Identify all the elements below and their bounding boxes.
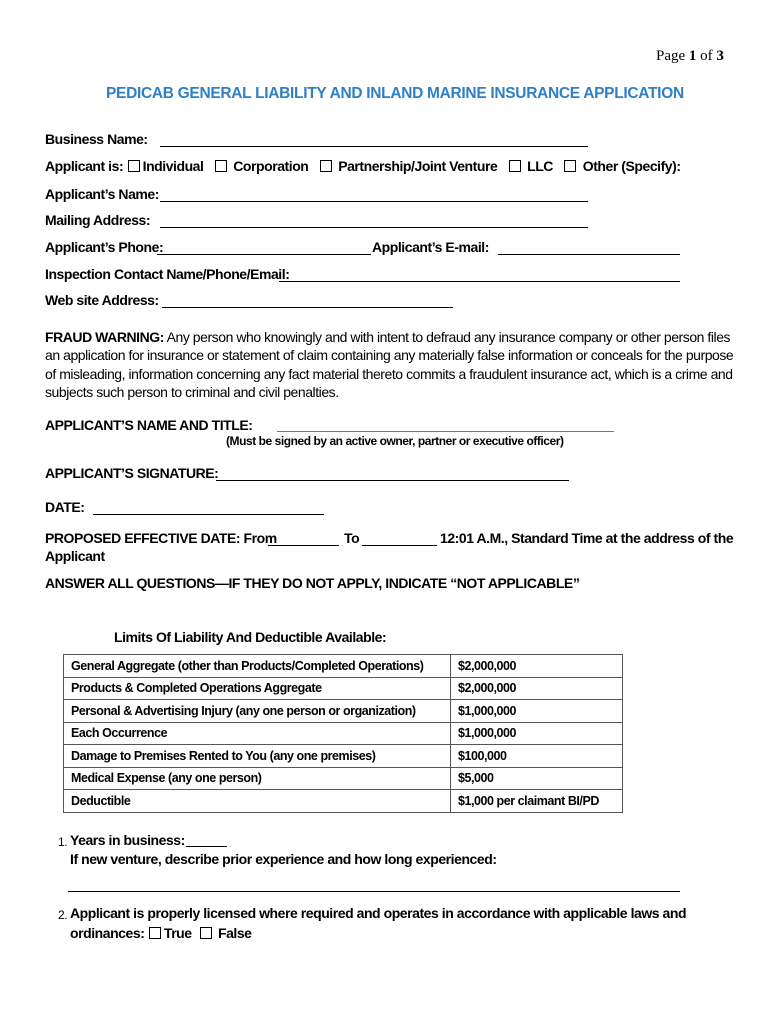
- fraud-warning-text: Any person who knowingly and with intent to defraud any insurance company or other person files an application for insurance or statement of claim containing any materially false information or conceals for the purpose of misleading, information concerning any fact material thereto commits a fraudulent insurance act, which is a crime and subjects such person to criminal and civil penalties.: [45, 329, 734, 401]
- false-option-label: False: [217, 925, 252, 941]
- effective-date-label: PROPOSED EFFECTIVE DATE: From: [45, 530, 277, 546]
- coverage-label: Each Occurrence: [64, 722, 451, 745]
- table-row: [64, 767, 623, 790]
- business-name-label: Business Name:: [45, 131, 148, 147]
- coverage-label: Damage to Premises Rented to You (any one premises): [64, 745, 451, 768]
- question-1-subtext: If new venture, describe prior experience and how long experienced:: [70, 851, 497, 867]
- applicants-name-label: Applicant’s Name:: [45, 186, 159, 202]
- date-label: DATE:: [45, 499, 85, 515]
- applicant-type-row: [45, 158, 681, 174]
- mailing-address-label: Mailing Address:: [45, 212, 151, 228]
- table-row: [64, 790, 623, 813]
- llc-option-label: LLC: [527, 158, 553, 174]
- question-2-answer-row: [70, 925, 252, 941]
- applicants-email-field[interactable]: [498, 254, 680, 255]
- coverage-limit: $1,000,000: [451, 700, 623, 723]
- applicants-phone-label: Applicant’s Phone:: [45, 239, 164, 255]
- form-title: PEDICAB GENERAL LIABILITY AND INLAND MARINE INSURANCE APPLICATION: [106, 85, 684, 102]
- coverage-label: Medical Expense (any one person): [64, 767, 451, 790]
- name-title-label: APPLICANT’S NAME AND TITLE:: [45, 417, 253, 433]
- effective-to-label: To: [344, 530, 360, 546]
- corporation-option-label: Corporation: [233, 158, 309, 174]
- other-checkbox[interactable]: [564, 160, 576, 172]
- inspection-contact-field[interactable]: [279, 281, 680, 282]
- signature-label: APPLICANT’S SIGNATURE:: [45, 465, 219, 481]
- business-name-field[interactable]: [160, 146, 588, 147]
- question-1-number: 1.: [58, 835, 68, 849]
- effective-time-continued: Applicant: [45, 548, 105, 564]
- individual-checkbox[interactable]: [128, 160, 140, 172]
- llc-checkbox[interactable]: [509, 160, 521, 172]
- question-2-label: Applicant is properly licensed where required and operates in accordance with applicable laws and: [70, 905, 687, 921]
- table-row: [64, 700, 623, 723]
- individual-option-label: Individual: [142, 158, 204, 174]
- date-field[interactable]: [93, 514, 324, 515]
- applicants-name-field[interactable]: [160, 201, 588, 202]
- false-checkbox[interactable]: [200, 927, 212, 939]
- name-title-field[interactable]: [277, 431, 614, 432]
- applicants-email-label: Applicant’s E-mail:: [372, 239, 489, 255]
- question-2-continued: ordinances:: [70, 925, 145, 941]
- coverage-limit: $1,000,000: [451, 722, 623, 745]
- applicant-type-label: Applicant is:: [45, 158, 124, 174]
- question-1-label: Years in business:: [70, 832, 185, 848]
- mailing-address-field[interactable]: [160, 227, 588, 228]
- true-option-label: True: [163, 925, 192, 941]
- answer-all-instruction: ANSWER ALL QUESTIONS—IF THEY DO NOT APPLY, INDICATE “NOT APPLICABLE”: [45, 575, 580, 591]
- coverage-limit: $5,000: [451, 767, 623, 790]
- partnership-checkbox[interactable]: [320, 160, 332, 172]
- partnership-option-label: Partnership/Joint Venture: [338, 158, 498, 174]
- other-option-label: Other (Specify):: [582, 158, 681, 174]
- fraud-warning-label: FRAUD WARNING:: [45, 329, 164, 345]
- website-field[interactable]: [162, 307, 453, 308]
- table-row: [64, 655, 623, 678]
- signature-field[interactable]: [216, 480, 569, 481]
- years-in-business-field[interactable]: [186, 846, 227, 847]
- coverage-label: Deductible: [64, 790, 451, 813]
- coverage-limit: $100,000: [451, 745, 623, 768]
- coverage-limit: $2,000,000: [451, 655, 623, 678]
- website-label: Web site Address:: [45, 292, 159, 308]
- table-row: [64, 745, 623, 768]
- table-row: [64, 677, 623, 700]
- effective-to-field[interactable]: [362, 545, 437, 546]
- limits-table: [63, 654, 623, 813]
- effective-from-field[interactable]: [268, 545, 339, 546]
- coverage-limit: $1,000 per claimant BI/PD: [451, 790, 623, 813]
- prior-experience-field[interactable]: [68, 891, 680, 892]
- inspection-contact-label: Inspection Contact Name/Phone/Email:: [45, 266, 290, 282]
- effective-time-text: 12:01 A.M., Standard Time at the address of the: [440, 530, 734, 546]
- corporation-checkbox[interactable]: [215, 160, 227, 172]
- true-checkbox[interactable]: [149, 927, 161, 939]
- page-number: Page 1 of 3: [656, 48, 724, 64]
- coverage-label: Personal & Advertising Injury (any one person or organization): [64, 700, 451, 723]
- fraud-warning: [45, 328, 735, 402]
- applicants-phone-field[interactable]: [157, 254, 371, 255]
- coverage-label: Products & Completed Operations Aggregate: [64, 677, 451, 700]
- coverage-limit: $2,000,000: [451, 677, 623, 700]
- coverage-label: General Aggregate (other than Products/Completed Operations): [64, 655, 451, 678]
- question-2-number: 2.: [58, 908, 68, 922]
- limits-heading: Limits Of Liability And Deductible Available:: [114, 629, 387, 645]
- signer-note: (Must be signed by an active owner, partner or executive officer): [226, 434, 564, 448]
- table-row: [64, 722, 623, 745]
